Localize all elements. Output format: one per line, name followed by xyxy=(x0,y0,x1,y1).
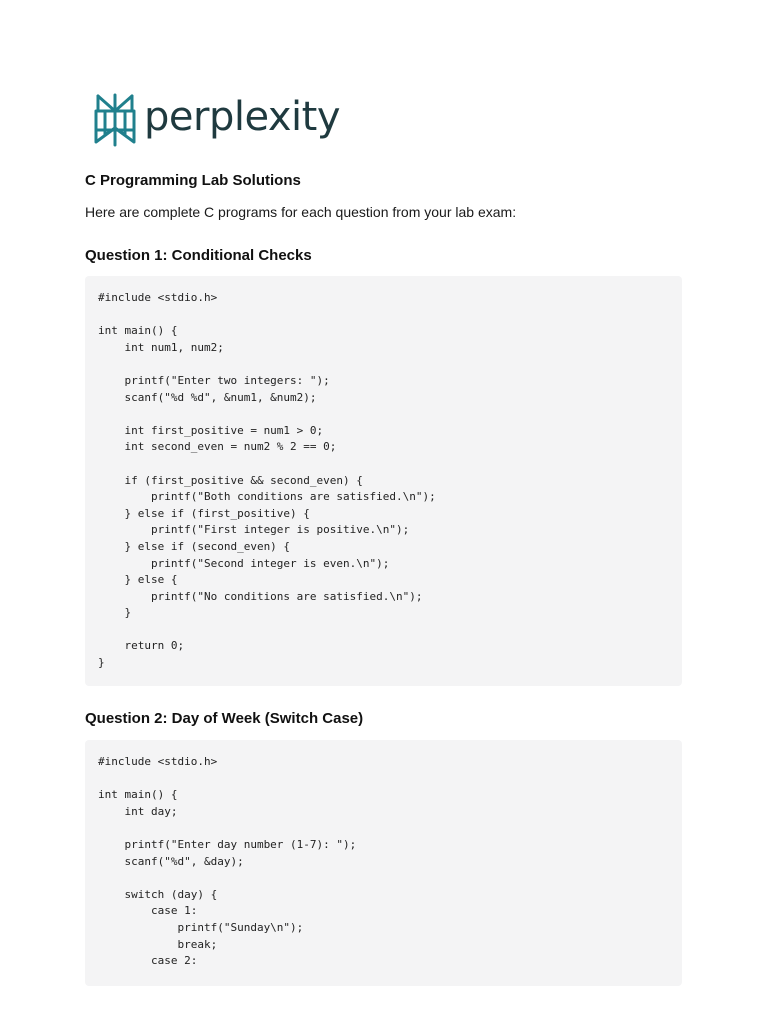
question-1-code: #include <stdio.h> int main() { int num1, num2; printf("Enter two integers: "); scanf("%d %d", &num1, &num2); int first_positive = num1 > 0; int second_even = num2 % 2 == 0; if (first_positive && second_even) { printf("Both conditions are satisfied.\n"); } else if (first_positive) { printf("First integer is positive.\n"); } else if (second_even) { printf("Second integer is even.\n"); } else { printf("No conditions are satisfied.\n"); } return 0; } xyxy=(98,291,436,670)
perplexity-wordmark: perplexity xyxy=(144,94,340,140)
question-1-heading: Question 1: Conditional Checks xyxy=(85,247,312,264)
document-title: C Programming Lab Solutions xyxy=(85,172,301,189)
question-2-code-block xyxy=(85,740,682,986)
perplexity-logo-icon xyxy=(93,93,137,147)
perplexity-logo xyxy=(93,93,340,147)
question-2-heading: Question 2: Day of Week (Switch Case) xyxy=(85,710,364,727)
intro-paragraph: Here are complete C programs for each question from your lab exam: xyxy=(85,204,517,220)
question-1-code-block xyxy=(85,276,682,686)
question-2-code: #include <stdio.h> int main() { int day; printf("Enter day number (1-7): "); scanf("%d", &day); switch (day) { case 1: printf("Sunday\n"); break; case 2: xyxy=(98,755,357,968)
